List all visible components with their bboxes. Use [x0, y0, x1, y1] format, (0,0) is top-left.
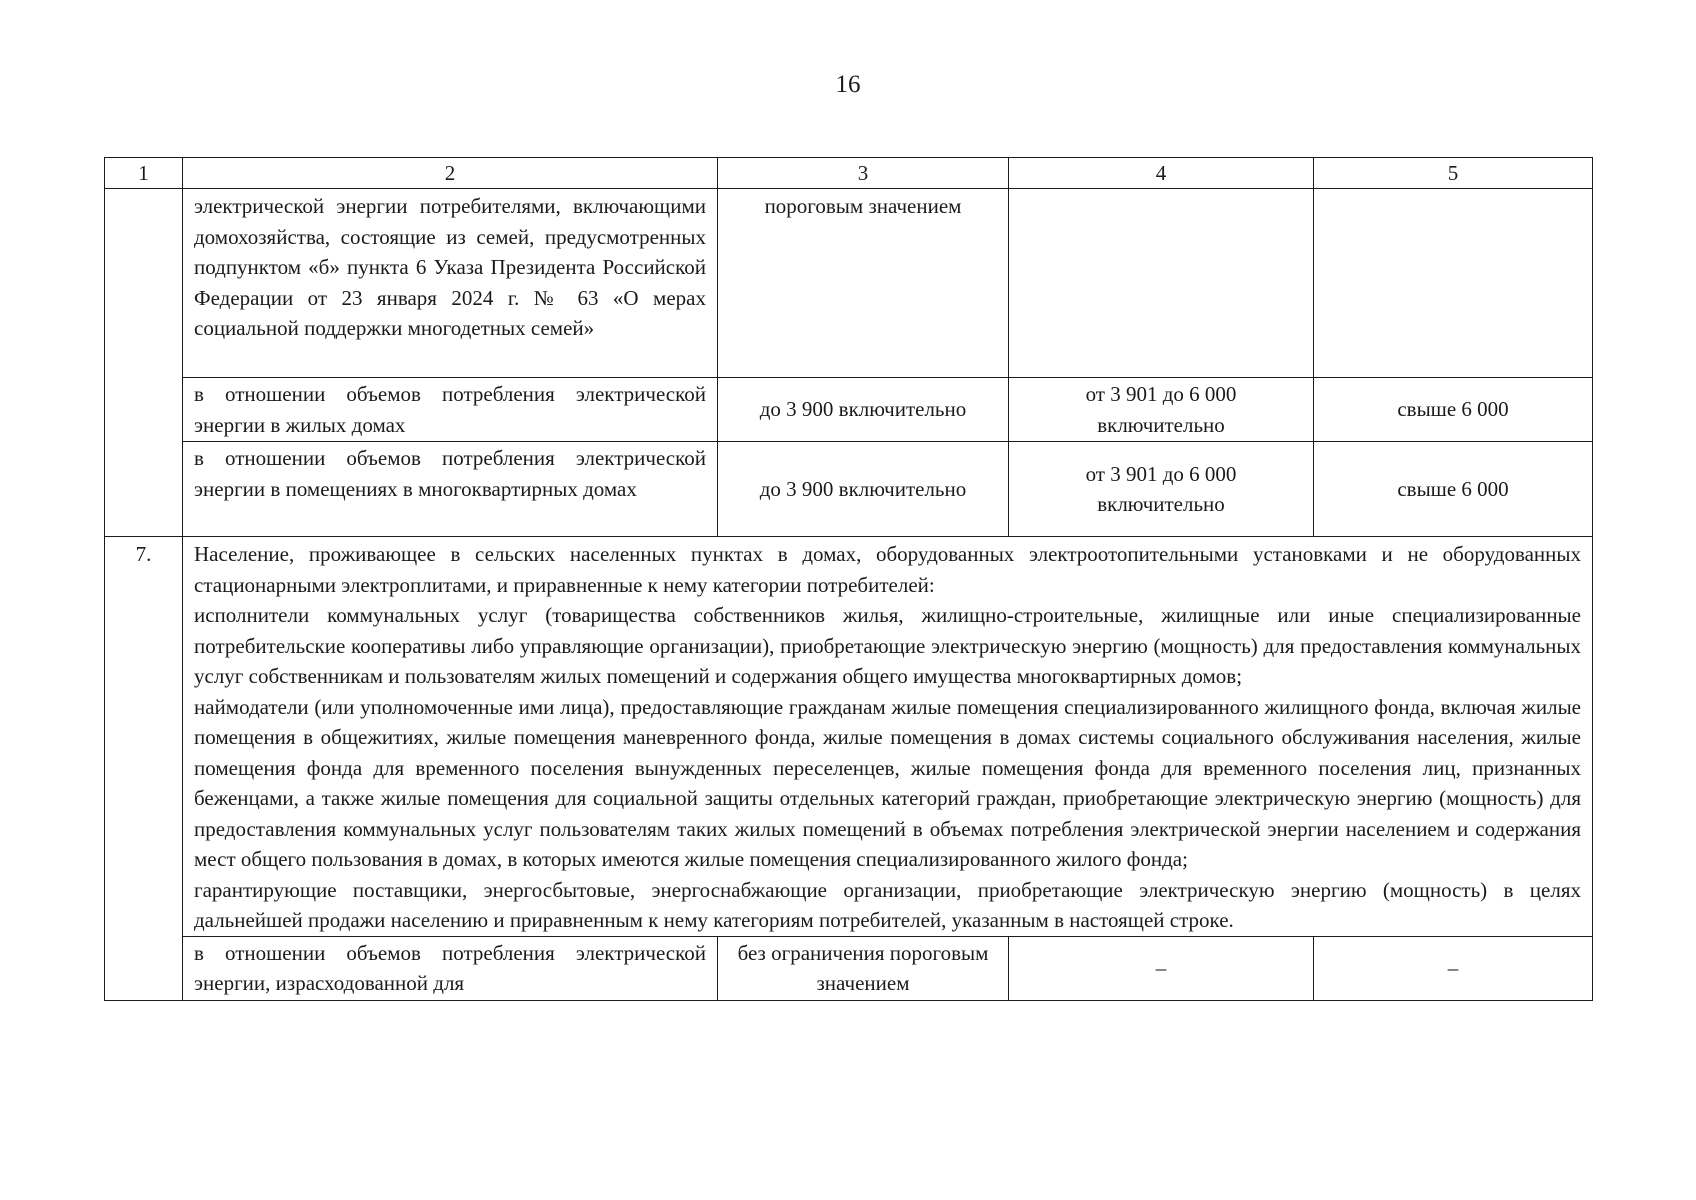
header-col-2: 2	[183, 158, 718, 189]
header-col-4: 4	[1009, 158, 1314, 189]
houses-col-4: от 3 901 до 6 000 включительно	[1009, 378, 1314, 442]
section-7-paragraph-2: исполнители коммунальных услуг (товарищества собственников жилья, жилищно-строительные, жилищные или иные специализированные потребительские кооперативы либо управляющие организации), приобретающие электрическую энергию (мощность) для предоставления коммунальных услуг собственникам и пользователям жилых помещений и содержания общего имущества многоквартирных домов;	[194, 603, 1581, 688]
table-row	[105, 189, 1593, 378]
continuation-col-4-empty	[1009, 189, 1314, 378]
houses-col-3: до 3 900 включительно	[718, 378, 1009, 442]
row-number-empty	[105, 189, 183, 537]
table-header-row	[105, 158, 1593, 189]
page-number: 16	[835, 71, 861, 98]
last-row-col-3: без ограничения пороговым значением	[718, 936, 1009, 1000]
last-row-description: в отношении объемов потребления электрической энергии, израсходованной для	[183, 936, 718, 1000]
header-col-1: 1	[105, 158, 183, 189]
header-col-5: 5	[1314, 158, 1593, 189]
tariff-table	[104, 157, 1593, 1001]
section-7-description	[183, 537, 1593, 937]
last-row-col-5: –	[1314, 936, 1593, 1000]
apartments-col-3: до 3 900 включительно	[718, 442, 1009, 537]
table-row	[105, 537, 1593, 937]
apartments-col-5: свыше 6 000	[1314, 442, 1593, 537]
apartments-description: в отношении объемов потребления электрической энергии в помещениях в многоквартирных домах	[183, 442, 718, 537]
row-number-7: 7.	[105, 537, 183, 1001]
table-row	[105, 936, 1593, 1000]
section-7-paragraph-3: наймодатели (или уполномоченные ими лица), предоставляющие гражданам жилые помещения специализированного жилищного фонда, включая жилые помещения в общежитиях, жилые помещения маневренного фонда, жилые помещения в домах системы социального обслуживания населения, жилые помещения фонда для временного поселения вынужденных переселенцев, жилые помещения фонда для временного поселения лиц, признанных беженцами, а также жилые помещения для социальной защиты отдельных категорий граждан, приобретающие электрическую энергию (мощность) для предоставления коммунальных услуг пользователям таких жилых помещений в объемах потребления электрической энергии населением и содержания мест общего пользования в домах, в которых имеются жилые помещения специализированного жилого фонда;	[194, 694, 1581, 871]
last-row-col-4: –	[1009, 936, 1314, 1000]
section-7-paragraph-4: гарантирующие поставщики, энергосбытовые, энергоснабжающие организации, приобретающие электрическую энергию (мощность) в целях дальнейшей продажи населению и приравненным к нему категориям потребителей, указанным в настоящей строке.	[194, 877, 1581, 932]
table-row	[105, 442, 1593, 537]
continuation-col-5-empty	[1314, 189, 1593, 378]
houses-description: в отношении объемов потребления электрической энергии в жилых домах	[183, 378, 718, 442]
apartments-col-4: от 3 901 до 6 000 включительно	[1009, 442, 1314, 537]
section-7-paragraph-1: Население, проживающее в сельских населенных пунктах в домах, оборудованных электроотопительными установками и не оборудованных стационарными электроплитами, и приравненные к нему категории потребителей:	[194, 542, 1581, 597]
continuation-description: электрической энергии потребителями, включающими домохозяйства, состоящие из семей, предусмотренных подпунктом «б» пункта 6 Указа Президента Российской Федерации от 23 января 2024 г. № 63 «О мерах социальной поддержки многодетных семей»	[183, 189, 718, 378]
houses-col-5: свыше 6 000	[1314, 378, 1593, 442]
continuation-threshold: пороговым значением	[718, 189, 1009, 378]
table-row	[105, 378, 1593, 442]
header-col-3: 3	[718, 158, 1009, 189]
